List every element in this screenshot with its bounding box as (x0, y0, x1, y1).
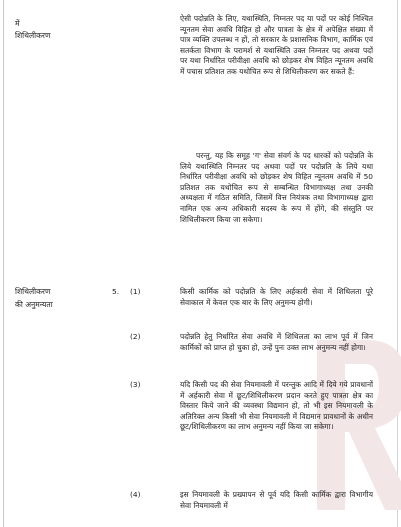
section-number: 5. (112, 287, 120, 296)
clause-number: (3) (130, 380, 141, 389)
clause-number: (1) (130, 287, 141, 296)
clause-number: (2) (130, 332, 141, 341)
section-heading-line2: की अनुमन्यता (15, 300, 53, 309)
clause-number: (4) (130, 490, 141, 499)
clause-text: यदि किसी पद की सेवा नियमावली में परन्तुक आदि में दिये गये प्रावधानों में अर्हकारी सेवा में छूट/शिथिलीकरण प्रदान करते हुए पात्रता क्षेत्र का विस्तार किये जाने की व्यवस्था विद्यमान हो, तो भी इस नियमावली के अतिरिक्त अन्य किसी भी सेवा नियमावली में विद्यमान प्रावधानों के अधीन छूट/शिथिलीकरण का लाभ अनुमन्य नहीं किया जा सकेगा। (180, 380, 373, 432)
clause-text: पदोन्नति हेतु निर्धारित सेवा अवधि में शिथिलता का लाभ पूर्व में जिन कार्मिकों को प्राप्त हो चुका हो, उन्हें पुनः उक्त लाभ अनुमन्य नहीं होगा। (180, 332, 373, 352)
clause-text: इस नियमावली के प्रख्यापन से पूर्व यदि किसी कार्मिक द्वारा विभागीय सेवा नियमावली में (180, 490, 373, 510)
heading-continuation-line1: में (15, 19, 20, 28)
heading-continuation-line2: शिथिलीकरण (15, 31, 51, 40)
page-border-left (3, 0, 4, 527)
proviso-paragraph: परन्तु, यह कि समूह 'ग' सेवा संवर्ग के पद धारकों को पदोन्नति के लिये यथास्थिति निम्नतर पद अथवा पदों पर पदोन्नति के लिये यथा निर्धारित परीवीक्षा अवधि को छोड़कर शेष विहित न्यूनतम अवधि में 50 प्रतिशत तक यथोचित रूप से सम्बन्धित विभागाध्यक्ष तथा उनकी अध्यक्षता में गठित समिति, जिसमें वित्त नियंत्रक तथा विभागाध्यक्ष द्वारा नामित एक अन्य अधिकारी सदस्य के रूप में होंगे, की संस्तुति पर शिथिलीकरण किया जा सकेगा। (180, 151, 373, 224)
section-heading-line1: शिथिलीकरण (15, 287, 51, 296)
clause-text: किसी कार्मिक को पदोन्नति के लिए अर्हकारी सेवा में शिथिलता पूरे सेवाकाल में केवल एक बार के लिए अनुमन्य होगी। (180, 287, 373, 307)
top-paragraph: ऐसी पदोन्नति के लिए, यथास्थिति, निम्नतर पद या पदों पर कोई निश्चित न्यूनतम सेवा अवधि विहित हो और पात्रता के क्षेत्र में अपेक्षित संख्या में पात्र व्यक्ति उपलब्ध न हों, तो सरकार के प्रशासनिक विभाग, कार्मिक एवं सतर्कता विभाग के परामर्श से यथास्थिति उक्त निम्नतर पद अथवा पदों पर यथा निर्धारित परीवीक्षा अवधि को छोड़कर शेष विहित न्यूनतम अवधि में पचास प्रतिशत तक यथोचित रूप से शिथिलीकरण कर सकते हैं: (180, 14, 373, 76)
